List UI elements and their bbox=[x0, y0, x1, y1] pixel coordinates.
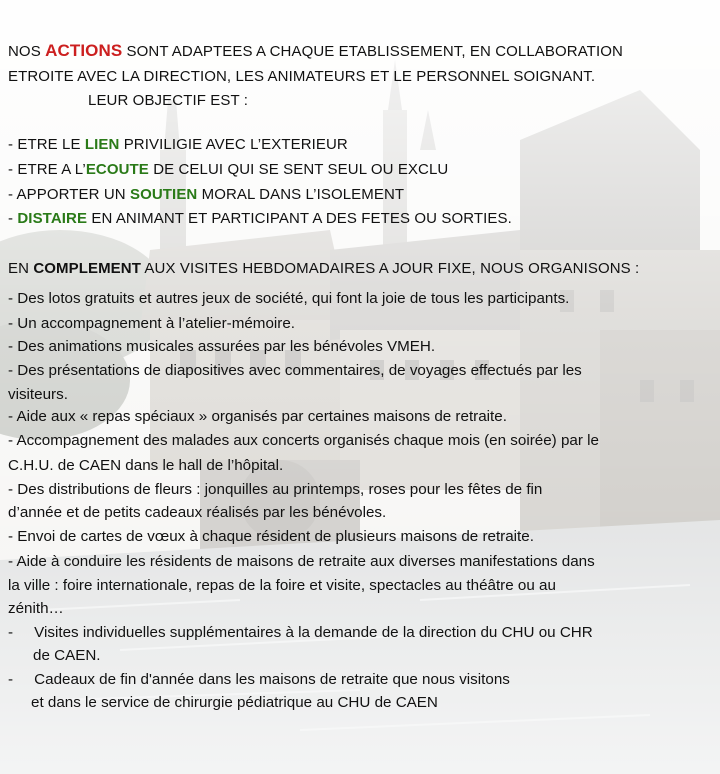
objective-item bbox=[8, 184, 404, 206]
complement-text: EN bbox=[8, 260, 34, 277]
activity-line: - Cadeaux de fin d'année dans les maisons de retraite que nous visitons bbox=[8, 671, 510, 688]
activity-line: la ville : foire internationale, repas de la foire et visite, spectacles au théâtre ou au bbox=[8, 577, 556, 594]
activity-line: - Accompagnement des malades aux concerts organisés chaque mois (en soirée) par le bbox=[8, 432, 599, 449]
objective-text: - bbox=[8, 210, 18, 227]
objective-text: - ETRE LE bbox=[8, 136, 85, 153]
activity-line: d’année et de petits cadeaux réalisés par les bénévoles. bbox=[8, 504, 387, 521]
activity-line: de CAEN. bbox=[33, 647, 101, 664]
objective-item bbox=[8, 159, 448, 181]
objective-text: MORAL DANS L’ISOLEMENT bbox=[197, 186, 405, 203]
complement-keyword: COMPLEMENT bbox=[33, 260, 141, 277]
complement-heading bbox=[8, 258, 639, 280]
activity-line: - Des animations musicales assurées par les bénévoles VMEH. bbox=[8, 338, 436, 355]
objective-keyword: LIEN bbox=[84, 136, 120, 153]
activity-line: visiteurs. bbox=[8, 386, 68, 403]
objective-keyword: SOUTIEN bbox=[129, 186, 198, 203]
activity-line: - Envoi de cartes de vœux à chaque résident de plusieurs maisons de retraite. bbox=[8, 528, 534, 545]
activity-line: - Des distributions de fleurs : jonquilles au printemps, roses pour les fêtes de fin bbox=[8, 481, 543, 498]
objective-text: PRIVILIGIE AVEC L’EXTERIEUR bbox=[119, 136, 348, 153]
activity-line: - Un accompagnement à l’atelier-mémoire. bbox=[8, 315, 295, 332]
activity-line: - Visites individuelles supplémentaires à la demande de la direction du CHU ou CHR bbox=[8, 624, 593, 641]
objective-text: EN ANIMANT ET PARTICIPANT A DES FETES OU SORTIES. bbox=[87, 210, 512, 227]
objective-text: - APPORTER UN bbox=[8, 186, 130, 203]
activity-line: - Aide aux « repas spéciaux » organisés par certaines maisons de retraite. bbox=[8, 408, 507, 425]
activity-line: et dans le service de chirurgie pédiatrique au CHU de CAEN bbox=[31, 694, 438, 711]
objective-keyword: ECOUTE bbox=[85, 161, 149, 178]
intro-text: SONT ADAPTEES A CHAQUE ETABLISSEMENT, EN COLLABORATION bbox=[122, 43, 623, 60]
activity-line: - Des présentations de diapositives avec commentaires, de voyages effectués par les bbox=[8, 362, 582, 379]
objective-text: - ETRE A L’ bbox=[8, 161, 86, 178]
objective-keyword: DISTAIRE bbox=[17, 210, 88, 227]
actions-highlight: ACTIONS bbox=[45, 41, 123, 60]
activity-line: zénith… bbox=[8, 600, 64, 617]
objective-item bbox=[8, 208, 512, 230]
objective-item bbox=[8, 134, 348, 156]
intro-line-1 bbox=[8, 40, 623, 63]
intro-line-2: ETROITE AVEC LA DIRECTION, LES ANIMATEURS ET LE PERSONNEL SOIGNANT. bbox=[8, 68, 596, 85]
complement-text: AUX VISITES HEBDOMADAIRES A JOUR FIXE, NOUS ORGANISONS : bbox=[140, 260, 640, 277]
intro-text: NOS bbox=[8, 43, 46, 60]
activity-line: - Aide à conduire les résidents de maisons de retraite aux diverses manifestations dans bbox=[8, 553, 595, 570]
objective-text: DE CELUI QUI SE SENT SEUL OU EXCLU bbox=[148, 161, 449, 178]
activity-line: - Des lotos gratuits et autres jeux de société, qui font la joie de tous les participants. bbox=[8, 290, 570, 307]
objective-heading: LEUR OBJECTIF EST : bbox=[88, 92, 248, 109]
activity-line: C.H.U. de CAEN dans le hall de l’hôpital. bbox=[8, 457, 284, 474]
